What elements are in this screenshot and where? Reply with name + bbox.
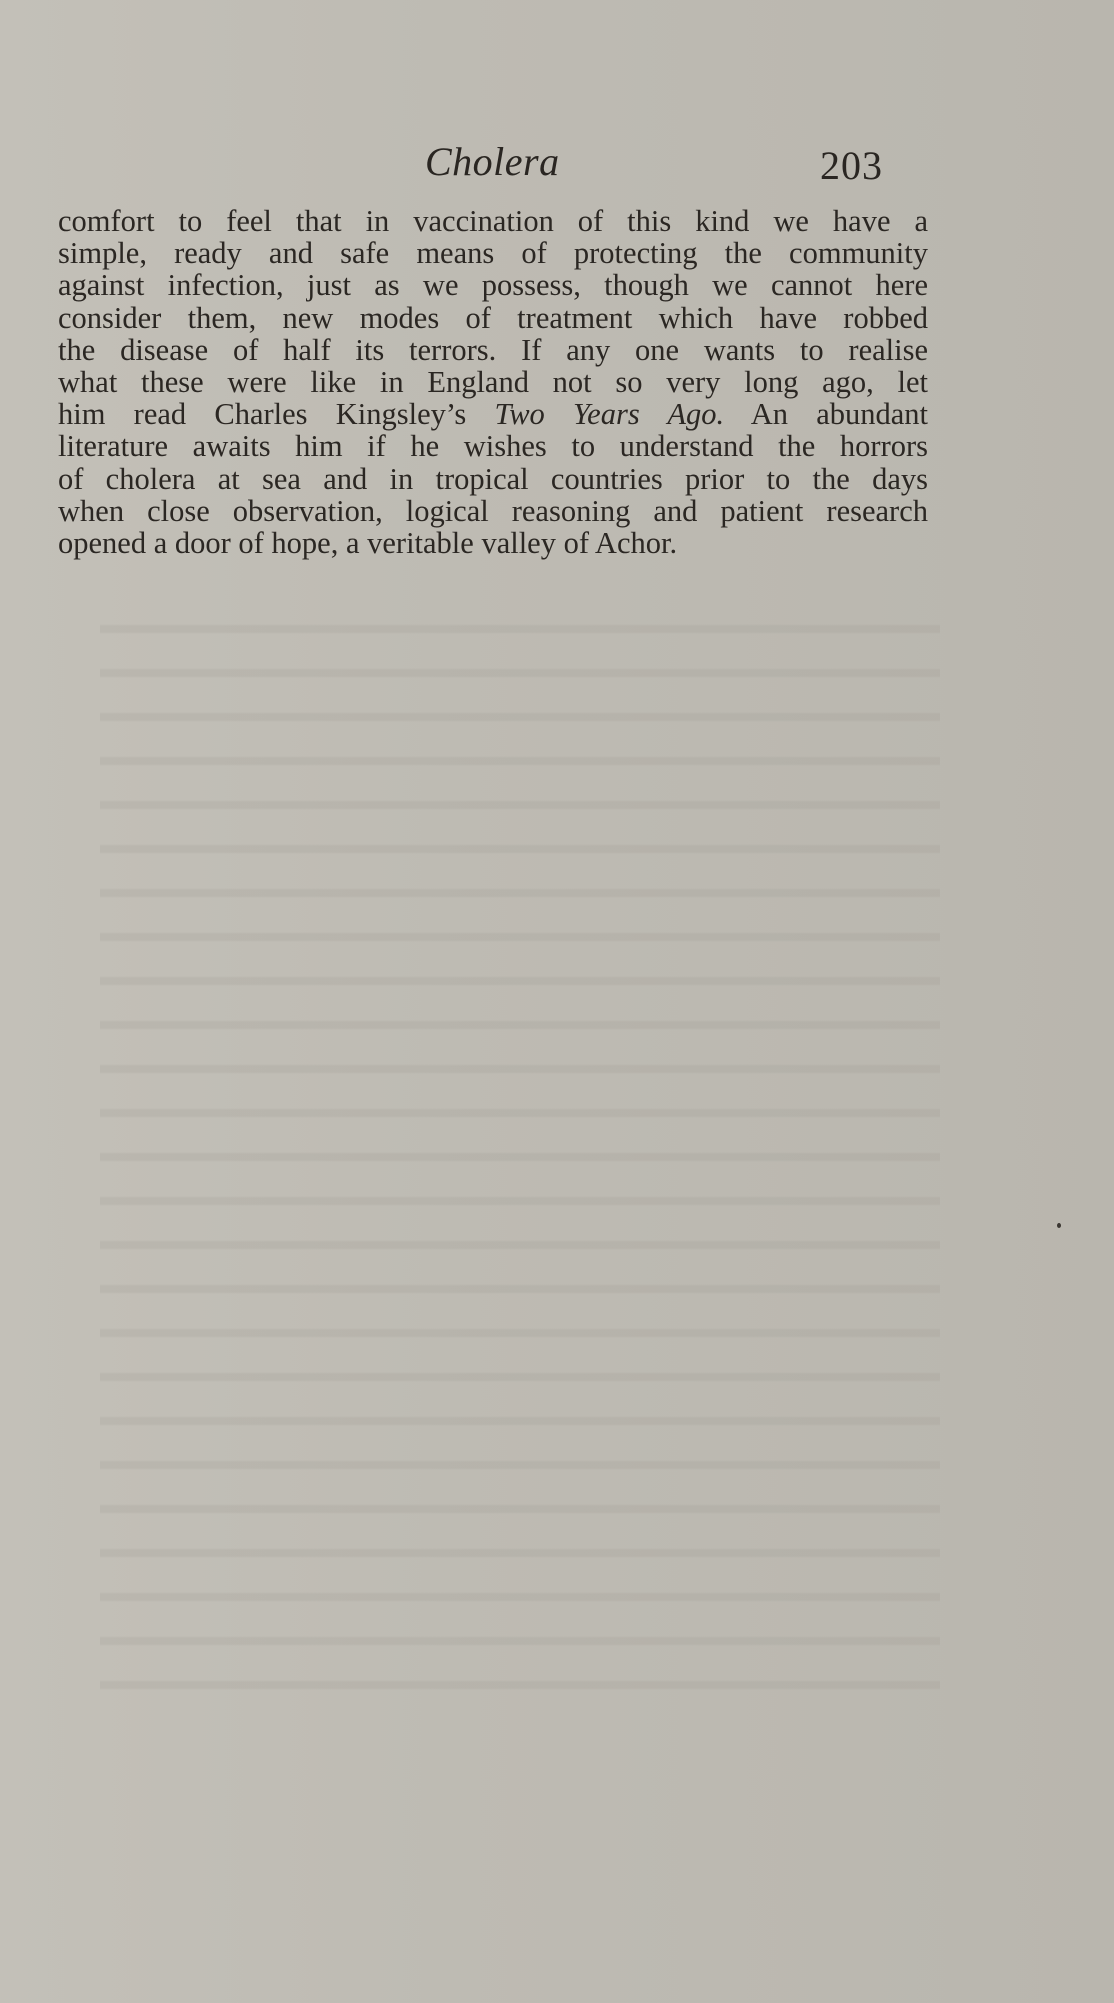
book-title: Two Years Ago. [494, 397, 725, 432]
text-segment: An abundant [724, 397, 929, 432]
page-header [0, 138, 1114, 188]
text-line: the disease of half its terrors. If any one wants to realise [58, 332, 928, 367]
text-line: opened a door of hope, a veritable valley of Achor. [58, 526, 678, 561]
page-number: 203 [820, 143, 883, 188]
running-title: Cholera [425, 139, 560, 184]
text-line: when close observation, logical reasoning and patient research [58, 493, 928, 528]
text-line: against infection, just as we possess, though we cannot here [58, 268, 928, 303]
text-line: simple, ready and safe means of protecting the community [58, 236, 928, 271]
show-through-texture [100, 600, 940, 1720]
text-line: literature awaits him if he wishes to understand the horrors [58, 429, 928, 464]
text-line: what these were like in England not so very long ago, let [58, 365, 928, 400]
body-paragraph [58, 205, 928, 559]
paper-speck [1057, 1223, 1061, 1228]
text-line: comfort to feel that in vaccination of this kind we have a [58, 204, 928, 238]
text-segment: him read Charles Kingsley’s [58, 397, 495, 432]
text-line: consider them, new modes of treatment which have robbed [58, 300, 928, 335]
text-line-with-title [58, 398, 928, 430]
text-line: of cholera at sea and in tropical countries prior to the days [58, 461, 928, 496]
